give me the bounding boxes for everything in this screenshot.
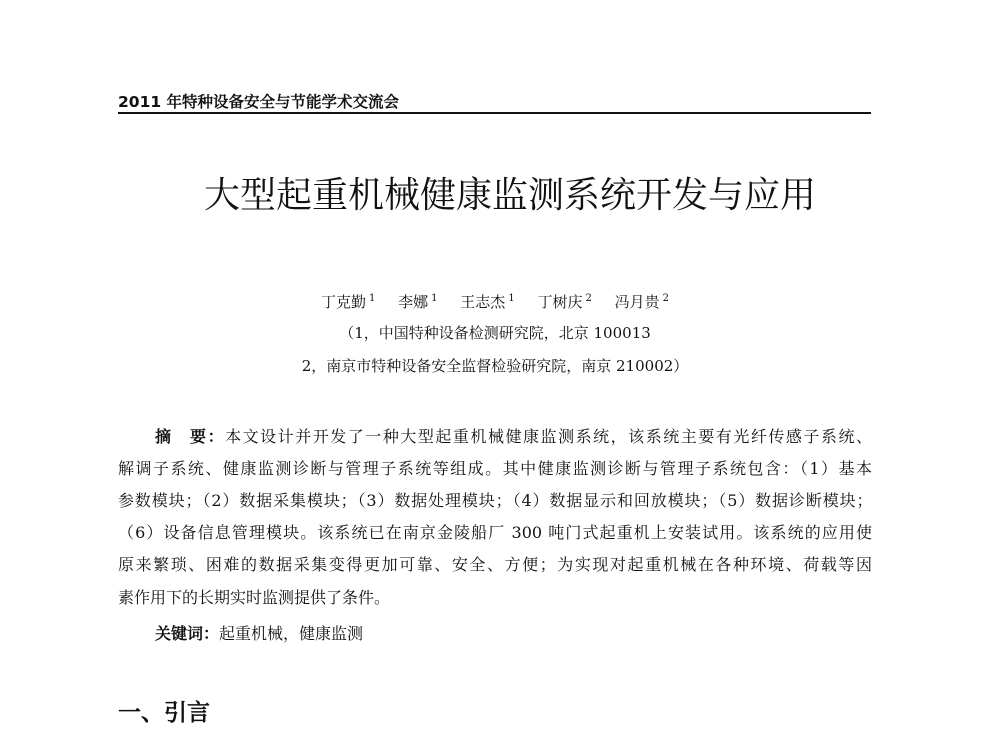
author-affiliation-mark: 1 — [431, 293, 438, 304]
abstract-line — [155, 427, 872, 447]
author-name: 冯月贵 — [614, 293, 660, 311]
author — [615, 293, 669, 311]
keywords — [155, 624, 363, 644]
author-name: 丁树庆 — [537, 293, 583, 311]
author-name: 丁克勤 — [320, 293, 366, 311]
section-heading: 一、引言 — [118, 700, 210, 726]
author — [460, 293, 514, 311]
abstract-text: 本文设计并开发了一种大型起重机械健康监测系统，该系统主要有光纤传感子系统、 — [225, 427, 872, 446]
author-name: 李娜 — [398, 293, 429, 311]
keywords-text: 起重机械，健康监测 — [219, 624, 364, 643]
abstract-line: （6）设备信息管理模块。该系统已在南京金陵船厂 300 吨门式起重机上安装试用。该系统的应用使 — [118, 523, 872, 542]
author — [321, 293, 375, 311]
abstract-line: 解调子系统、健康监测诊断与管理子系统等组成。其中健康监测诊断与管理子系统包含：（1）基本 — [118, 459, 872, 478]
author — [537, 293, 591, 311]
keywords-label: 关键词： — [155, 624, 220, 643]
author-affiliation-mark: 1 — [368, 293, 376, 304]
author-affiliation-mark: 2 — [585, 293, 592, 304]
affiliation-line-2: 2，南京市特种设备安全监督检验研究院，南京 210002） — [301, 357, 689, 375]
author — [398, 293, 437, 311]
paper-title: 大型起重机械健康监测系统开发与应用 — [203, 175, 816, 216]
affiliation-line-1: （1，中国特种设备检测研究院，北京 100013 — [339, 324, 651, 342]
author-name: 王志杰 — [460, 293, 506, 311]
abstract-label: 摘 要： — [155, 427, 226, 446]
conference-header: 2011 年特种设备安全与节能学术交流会 — [118, 93, 400, 111]
abstract-line: 原来繁琐、困难的数据采集变得更加可靠、安全、方便；为实现对起重机械在各种环境、荷载等因 — [118, 555, 872, 574]
author-affiliation-mark: 1 — [508, 293, 515, 304]
header-rule — [118, 112, 871, 114]
abstract-line: 参数模块；（2）数据采集模块；（3）数据处理模块；（4）数据显示和回放模块；（5）数据诊断模块； — [118, 491, 872, 510]
author-affiliation-mark: 2 — [662, 293, 670, 304]
abstract-line: 素作用下的长期实时监测提供了条件。 — [118, 588, 391, 607]
author-list — [118, 292, 872, 315]
